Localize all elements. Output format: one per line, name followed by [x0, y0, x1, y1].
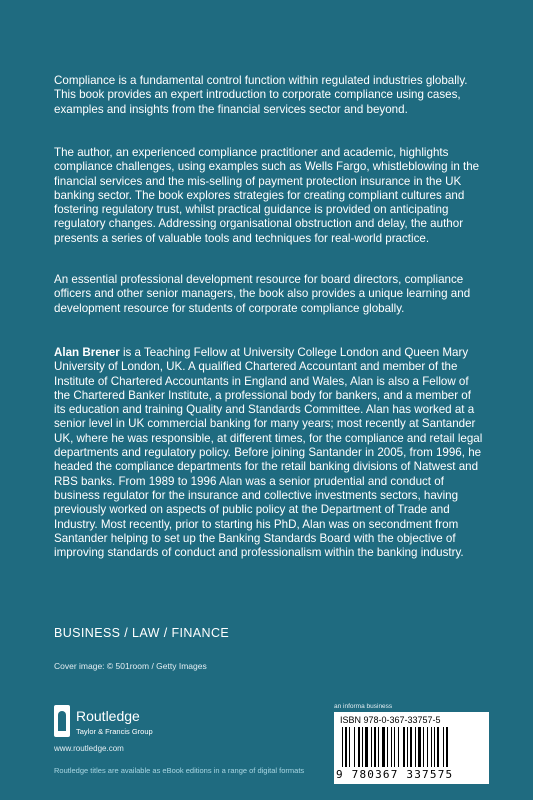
publisher-website[interactable]: www.routledge.com [54, 744, 124, 753]
subject-categories: BUSINESS / LAW / FINANCE [54, 626, 230, 640]
isbn-label: ISBN 978-0-367-33757-5 [340, 715, 441, 725]
isbn-barcode [334, 712, 489, 784]
author-bio-paragraph [54, 346, 484, 560]
author-bio [54, 346, 484, 560]
description-paragraph-3 [54, 273, 484, 316]
cover-image-credit: Cover image: © 501room / Getty Images [54, 661, 207, 671]
informa-business-label: an informa business [334, 703, 393, 710]
publisher-name: Routledge [76, 708, 140, 724]
ebook-availability-note: Routledge titles are available as eBook editions in a range of digital formats [54, 766, 305, 775]
barcode-digits: 9 780367 337575 [336, 768, 454, 781]
author-bio-text: is a Teaching Fellow at University College London and Queen Mary University of London, UK. A qualified Chartered Accountant and member of the Institute of Chartered Accountants in England and Wales, Alan is also a Fellow of the Chartered Banker Institute, a professional body for bankers, and a member of its education and training Quality and Standards Committee. Alan has worked at a senior level in UK commercial banking for many years; most recently at Santander UK, where he was responsible, at different times, for the compliance and retail legal departments and regulatory policy. Before joining Santander in 2005, from 1996, he headed the compliance departments for the retail banking divisions of Natwest and RBS banks. From 1989 to 1996 Alan was a senior prudential and conduct of business regulator for the insurance and collective investments sectors, having previously worked on aspects of public policy at the Department of Trade and Industry. Most recently, prior to starting his PhD, Alan was on secondment from Santander helping to set up the Banking Standards Board with the objective of improving standards of conduct and professionalism within the banking industry. [54, 346, 483, 560]
author-name: Alan Brener [54, 346, 120, 359]
description-paragraph-2 [54, 146, 484, 246]
routledge-logo-icon [54, 705, 70, 737]
description-text-3: An essential professional development resource for board directors, compliance officers and other senior managers, the book also provides a unique learning and development resource for students of corporate compliance globally. [54, 273, 471, 315]
publisher-group: Taylor & Francis Group [76, 727, 153, 736]
description-text-2: The author, an experienced compliance practitioner and academic, highlights compliance challenges, using examples such as Wells Fargo, whistleblowing in the financial services and the mis-selling of payment protection insurance in the UK banking sector. The book explores strategies for creating compliant cultures and fostering regulatory trust, whilst practical guidance is provided on anticipating regulatory changes. Addressing organisational obstruction and delay, the author presents a series of valuable tools and techniques for real-world practice. [54, 146, 480, 245]
barcode-bars-icon [342, 727, 481, 767]
description-paragraph-1 [54, 74, 484, 117]
description-text-1: Compliance is a fundamental control function within regulated industries globally. This book provides an expert introduction to corporate compliance using cases, examples and insights from the financial services sector and beyond. [54, 74, 468, 116]
